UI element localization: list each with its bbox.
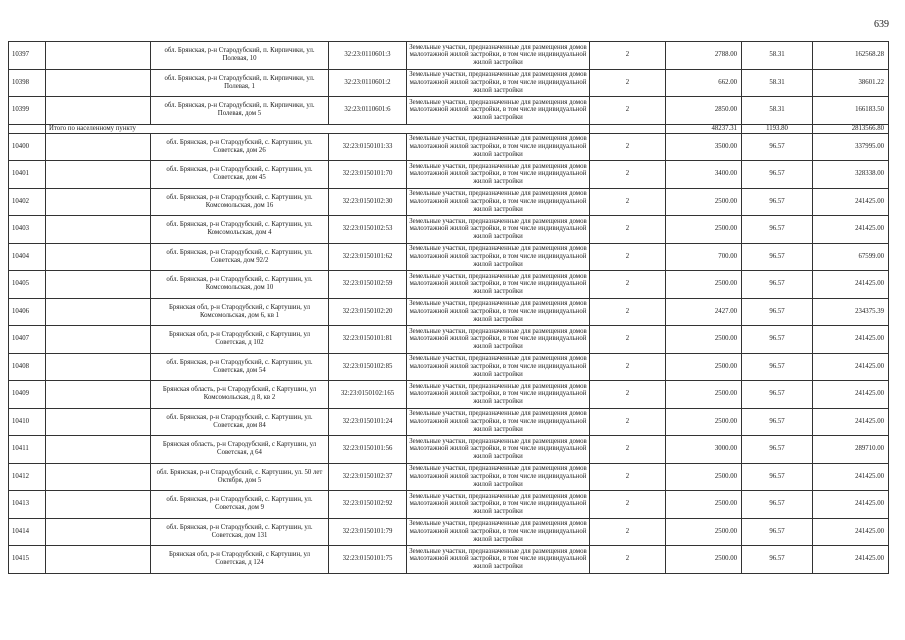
row-number: 10402 [9,188,46,216]
settlement-cell [46,491,151,519]
table-row [9,42,889,70]
row-number: 10404 [9,243,46,271]
cadastral-value-cell: 289710.00 [813,436,889,464]
cadastral-number-cell: 32:23:0150102:30 [329,188,407,216]
cadastral-value-cell: 241425.00 [813,463,889,491]
table-row [9,216,889,244]
cadastral-number-cell: 32:23:0150102:85 [329,353,407,381]
summary-area: 48237.31 [666,124,742,133]
land-cadastral-table [8,41,889,574]
table-row [9,271,889,299]
table-row [9,491,889,519]
category-cell: 2 [590,546,666,574]
settlement-cell [46,97,151,125]
land-use-cell: Земельные участки, предназначенные для размещения домов малоэтажной жилой застройки, в том числе индивидуальной жилой застройки [407,69,590,97]
summary-blank [590,124,666,133]
cadastral-number-cell: 32:23:0150102:165 [329,381,407,409]
cadastral-number-cell: 32:23:0110601:2 [329,69,407,97]
category-cell: 2 [590,353,666,381]
settlement-cell [46,69,151,97]
address-cell: обл. Брянская, р-н Стародубский, с. Картушин, ул. Советская, дом 54 [151,353,329,381]
row-number: 10411 [9,436,46,464]
settlement-cell [46,216,151,244]
address-cell: обл. Брянская, р-н Стародубский, с. Картушин, ул. Комсомольская, дом 16 [151,188,329,216]
row-number: 10403 [9,216,46,244]
land-use-cell: Земельные участки, предназначенные для размещения домов малоэтажной жилой застройки, в том числе индивидуальной жилой застройки [407,216,590,244]
table-row [9,326,889,354]
land-use-cell: Земельные участки, предназначенные для размещения домов малоэтажной жилой застройки, в том числе индивидуальной жилой застройки [407,463,590,491]
rate-cell: 96.57 [742,133,813,161]
category-cell: 2 [590,161,666,189]
table-body [9,42,889,574]
table-row [9,243,889,271]
cadastral-value-cell: 67599.00 [813,243,889,271]
area-cell: 2500.00 [666,271,742,299]
rate-cell: 96.57 [742,216,813,244]
address-cell: Брянская обл, р-н Стародубский, с Картушин, ул Советская, д 124 [151,546,329,574]
cadastral-value-cell: 38601.22 [813,69,889,97]
rate-cell: 96.57 [742,518,813,546]
cadastral-number-cell: 32:23:0150101:81 [329,326,407,354]
rate-cell: 96.57 [742,491,813,519]
cadastral-number-cell: 32:23:0150101:24 [329,408,407,436]
area-cell: 2500.00 [666,546,742,574]
cadastral-value-cell: 166183.50 [813,97,889,125]
cadastral-number-cell: 32:23:0150101:56 [329,436,407,464]
cadastral-value-cell: 241425.00 [813,381,889,409]
table-row [9,133,889,161]
category-cell: 2 [590,491,666,519]
settlement-cell [46,463,151,491]
rate-cell: 96.57 [742,243,813,271]
address-cell: Брянская обл, р-н Стародубский, с Картушин, ул Советская, д 102 [151,326,329,354]
row-number: 10414 [9,518,46,546]
cadastral-number-cell: 32:23:0150102:37 [329,463,407,491]
category-cell: 2 [590,243,666,271]
rate-cell: 58.31 [742,42,813,70]
land-use-cell: Земельные участки, предназначенные для размещения домов малоэтажной жилой застройки, в том числе индивидуальной жилой застройки [407,188,590,216]
area-cell: 2500.00 [666,326,742,354]
area-cell: 3500.00 [666,133,742,161]
address-cell: Брянская область, р-н Стародубский, с Картушин, ул Советская, д 64 [151,436,329,464]
summary-value: 2813566.80 [813,124,889,133]
summary-rate: 1193.80 [742,124,813,133]
category-cell: 2 [590,463,666,491]
address-cell: обл. Брянская, р-н Стародубский, с. Картушин, ул. Советская, дом 131 [151,518,329,546]
rate-cell: 96.57 [742,326,813,354]
area-cell: 3400.00 [666,161,742,189]
land-use-cell: Земельные участки, предназначенные для размещения домов малоэтажной жилой застройки, в том числе индивидуальной жилой застройки [407,298,590,326]
area-cell: 700.00 [666,243,742,271]
rate-cell: 96.57 [742,546,813,574]
settlement-cell [46,161,151,189]
rate-cell: 58.31 [742,69,813,97]
cadastral-number-cell: 32:23:0110601:3 [329,42,407,70]
land-use-cell: Земельные участки, предназначенные для размещения домов малоэтажной жилой застройки, в том числе индивидуальной жилой застройки [407,436,590,464]
land-use-cell: Земельные участки, предназначенные для размещения домов малоэтажной жилой застройки, в том числе индивидуальной жилой застройки [407,271,590,299]
table-row [9,546,889,574]
summary-row [9,124,889,133]
row-number: 10399 [9,97,46,125]
row-number: 10409 [9,381,46,409]
cadastral-number-cell: 32:23:0150102:53 [329,216,407,244]
table-row [9,381,889,409]
cadastral-number-cell: 32:23:0150102:92 [329,491,407,519]
rate-cell: 96.57 [742,298,813,326]
cadastral-value-cell: 234375.39 [813,298,889,326]
rate-cell: 96.57 [742,353,813,381]
settlement-cell [46,42,151,70]
land-use-cell: Земельные участки, предназначенные для размещения домов малоэтажной жилой застройки, в том числе индивидуальной жилой застройки [407,546,590,574]
address-cell: обл. Брянская, р-н Стародубский, п. Кирпичики, ул. Полевая, дом 5 [151,97,329,125]
cadastral-number-cell: 32:23:0150101:75 [329,546,407,574]
row-number: 10398 [9,69,46,97]
category-cell: 2 [590,133,666,161]
table-row [9,69,889,97]
cadastral-value-cell: 337995.00 [813,133,889,161]
table-row [9,97,889,125]
address-cell: обл. Брянская, р-н Стародубский, п. Кирпичики, ул. Полевая, 10 [151,42,329,70]
settlement-cell [46,271,151,299]
row-number: 10401 [9,161,46,189]
address-cell: Брянская обл, р-н Стародубский, с Картушин, ул Комсомольская, дом 6, кв 1 [151,298,329,326]
area-cell: 2500.00 [666,188,742,216]
cadastral-value-cell: 241425.00 [813,216,889,244]
address-cell: Брянская область, р-н Стародубский, с Картушин, ул Комсомольская, д 8, кв 2 [151,381,329,409]
category-cell: 2 [590,326,666,354]
land-use-cell: Земельные участки, предназначенные для размещения домов малоэтажной жилой застройки, в том числе индивидуальной жилой застройки [407,42,590,70]
row-number: 10412 [9,463,46,491]
area-cell: 662.00 [666,69,742,97]
category-cell: 2 [590,518,666,546]
area-cell: 2500.00 [666,353,742,381]
row-number: 10400 [9,133,46,161]
cadastral-value-cell: 241425.00 [813,491,889,519]
land-use-cell: Земельные участки, предназначенные для размещения домов малоэтажной жилой застройки, в том числе индивидуальной жилой застройки [407,161,590,189]
cadastral-number-cell: 32:23:0150101:62 [329,243,407,271]
table-row [9,408,889,436]
settlement-cell [46,518,151,546]
row-number: 10405 [9,271,46,299]
table-row [9,518,889,546]
settlement-cell [46,546,151,574]
row-number: 10397 [9,42,46,70]
cadastral-value-cell: 241425.00 [813,408,889,436]
area-cell: 2500.00 [666,491,742,519]
cadastral-number-cell: 32:23:0150101:79 [329,518,407,546]
settlement-cell [46,353,151,381]
address-cell: обл. Брянская, р-н Стародубский, с. Картушин, ул. 50 лет Октября, дом 5 [151,463,329,491]
rate-cell: 96.57 [742,381,813,409]
area-cell: 2500.00 [666,463,742,491]
settlement-cell [46,326,151,354]
table-row [9,436,889,464]
row-number: 10413 [9,491,46,519]
row-number: 10415 [9,546,46,574]
summary-label: Итого по населенному пункту [46,124,590,133]
settlement-cell [46,408,151,436]
summary-blank [9,124,46,133]
table-row [9,463,889,491]
area-cell: 3000.00 [666,436,742,464]
rate-cell: 96.57 [742,188,813,216]
land-use-cell: Земельные участки, предназначенные для размещения домов малоэтажной жилой застройки, в том числе индивидуальной жилой застройки [407,326,590,354]
table-row [9,161,889,189]
address-cell: обл. Брянская, р-н Стародубский, с. Картушин, ул. Советская, дом 92/2 [151,243,329,271]
row-number: 10410 [9,408,46,436]
row-number: 10407 [9,326,46,354]
category-cell: 2 [590,69,666,97]
address-cell: обл. Брянская, р-н Стародубский, п. Кирпичики, ул. Полевая, 1 [151,69,329,97]
cadastral-value-cell: 241425.00 [813,271,889,299]
cadastral-value-cell: 241425.00 [813,326,889,354]
category-cell: 2 [590,271,666,299]
rate-cell: 96.57 [742,436,813,464]
rate-cell: 58.31 [742,97,813,125]
rate-cell: 96.57 [742,408,813,436]
cadastral-number-cell: 32:23:0150101:33 [329,133,407,161]
area-cell: 2500.00 [666,408,742,436]
cadastral-number-cell: 32:23:0110601:6 [329,97,407,125]
category-cell: 2 [590,216,666,244]
land-use-cell: Земельные участки, предназначенные для размещения домов малоэтажной жилой застройки, в том числе индивидуальной жилой застройки [407,381,590,409]
cadastral-value-cell: 241425.00 [813,518,889,546]
cadastral-number-cell: 32:23:0150102:20 [329,298,407,326]
table-row [9,353,889,381]
address-cell: обл. Брянская, р-н Стародубский, с. Картушин, ул. Советская, дом 84 [151,408,329,436]
settlement-cell [46,436,151,464]
settlement-cell [46,243,151,271]
area-cell: 2788.00 [666,42,742,70]
cadastral-value-cell: 328338.00 [813,161,889,189]
land-use-cell: Земельные участки, предназначенные для размещения домов малоэтажной жилой застройки, в том числе индивидуальной жилой застройки [407,353,590,381]
land-use-cell: Земельные участки, предназначенные для размещения домов малоэтажной жилой застройки, в том числе индивидуальной жилой застройки [407,97,590,125]
land-use-cell: Земельные участки, предназначенные для размещения домов малоэтажной жилой застройки, в том числе индивидуальной жилой застройки [407,408,590,436]
settlement-cell [46,298,151,326]
cadastral-value-cell: 162568.28 [813,42,889,70]
settlement-cell [46,188,151,216]
address-cell: обл. Брянская, р-н Стародубский, с. Картушин, ул. Комсомольская, дом 4 [151,216,329,244]
settlement-cell [46,381,151,409]
rate-cell: 96.57 [742,161,813,189]
table-row [9,298,889,326]
category-cell: 2 [590,42,666,70]
settlement-cell [46,133,151,161]
address-cell: обл. Брянская, р-н Стародубский, с. Картушин, ул. Комсомольская, дом 10 [151,271,329,299]
category-cell: 2 [590,408,666,436]
address-cell: обл. Брянская, р-н Стародубский, с. Картушин, ул. Советская, дом 45 [151,161,329,189]
cadastral-number-cell: 32:23:0150102:59 [329,271,407,299]
address-cell: обл. Брянская, р-н Стародубский, с. Картушин, ул. Советская, дом 9 [151,491,329,519]
rate-cell: 96.57 [742,463,813,491]
cadastral-number-cell: 32:23:0150101:70 [329,161,407,189]
category-cell: 2 [590,188,666,216]
rate-cell: 96.57 [742,271,813,299]
cadastral-value-cell: 241425.00 [813,546,889,574]
land-use-cell: Земельные участки, предназначенные для размещения домов малоэтажной жилой застройки, в том числе индивидуальной жилой застройки [407,243,590,271]
page-number: 639 [874,19,889,30]
table-row [9,188,889,216]
category-cell: 2 [590,381,666,409]
row-number: 10406 [9,298,46,326]
land-use-cell: Земельные участки, предназначенные для размещения домов малоэтажной жилой застройки, в том числе индивидуальной жилой застройки [407,133,590,161]
cadastral-value-cell: 241425.00 [813,353,889,381]
category-cell: 2 [590,436,666,464]
address-cell: обл. Брянская, р-н Стародубский, с. Картушин, ул. Советская, дом 26 [151,133,329,161]
category-cell: 2 [590,97,666,125]
land-use-cell: Земельные участки, предназначенные для размещения домов малоэтажной жилой застройки, в том числе индивидуальной жилой застройки [407,491,590,519]
area-cell: 2427.00 [666,298,742,326]
area-cell: 2500.00 [666,216,742,244]
area-cell: 2850.00 [666,97,742,125]
category-cell: 2 [590,298,666,326]
cadastral-value-cell: 241425.00 [813,188,889,216]
area-cell: 2500.00 [666,381,742,409]
land-use-cell: Земельные участки, предназначенные для размещения домов малоэтажной жилой застройки, в том числе индивидуальной жилой застройки [407,518,590,546]
row-number: 10408 [9,353,46,381]
area-cell: 2500.00 [666,518,742,546]
